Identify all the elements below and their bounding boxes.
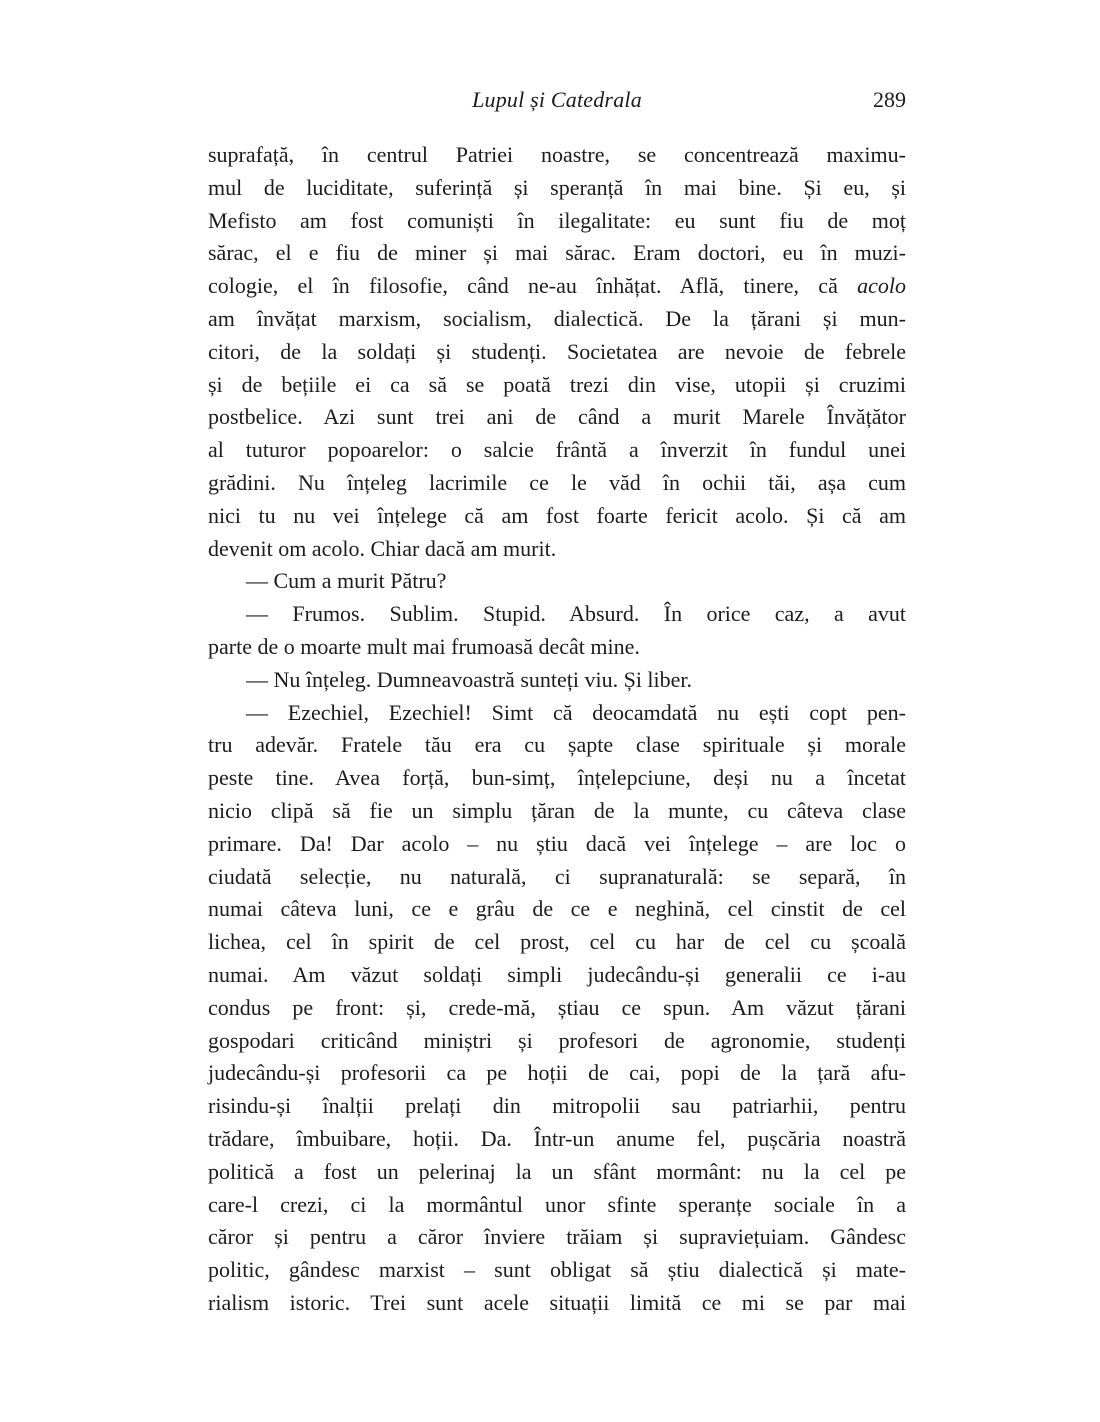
text-segment: risindu-și înalții prelați din mitropolii sau patriarhii, pentru: [208, 1093, 906, 1119]
text-segment: gospodari criticând miniștri și profesori de agronomie, studenți: [208, 1027, 906, 1053]
text-segment: nici tu nu vei înțelege că am fost foarte fericit acolo. Și că am: [208, 502, 906, 528]
text-segment: primare. Da! Dar acolo – nu știu dacă vei înțelege – are loc o: [208, 830, 906, 856]
text-line: [208, 565, 906, 598]
text-segment: — Cum a murit Pătru?: [246, 568, 447, 594]
text-line: [208, 1221, 906, 1254]
text-line: [208, 336, 906, 369]
text-segment: numai câteva luni, ce e grâu de ce e neghină, cel cinstit de cel: [208, 896, 906, 922]
text-line: [208, 172, 906, 205]
text-segment: mul de luciditate, suferință și speranță în mai bine. Și eu, și: [208, 174, 906, 200]
text-segment: numai. Am văzut soldați simpli judecându-și generalii ce i-au: [208, 961, 906, 987]
page-number: 289: [873, 87, 906, 112]
text-line: [208, 992, 906, 1025]
text-line: [208, 1156, 906, 1189]
text-line: [208, 631, 906, 664]
text-line: [208, 1057, 906, 1090]
text-line: [208, 795, 906, 828]
text-line: [208, 959, 906, 992]
text-line: [208, 1254, 906, 1287]
text-segment: căror și pentru a căror înviere trăiam și supraviețuiam. Gândesc: [208, 1224, 906, 1250]
text-segment: — Nu înțeleg. Dumneavoastră sunteți viu. Și liber.: [246, 666, 693, 692]
paragraph: [208, 598, 906, 664]
text-segment: — Frumos. Sublim. Stupid. Absurd. În orice caz, a avut: [246, 601, 906, 627]
running-title: Lupul și Catedrala: [472, 87, 642, 112]
text-line: [208, 893, 906, 926]
text-line: [208, 533, 906, 566]
text-segment: grădini. Nu înțeleg lacrimile ce le văd în ochii tăi, așa cum: [208, 469, 906, 495]
text-segment: — Ezechiel, Ezechiel! Simt că deocamdată nu ești copt pen-: [246, 699, 906, 725]
text-line: [208, 467, 906, 500]
text-line: [208, 729, 906, 762]
text-segment: suprafață, în centrul Patriei noastre, se concentrează maximu-: [208, 142, 906, 167]
text-segment: Mefisto am fost comuniști în ilegalitate: eu sunt fiu de moț: [208, 207, 906, 233]
italic-text: acolo: [857, 273, 906, 299]
text-line: [208, 303, 906, 336]
paragraph: [208, 565, 906, 598]
text-segment: politic, gândesc marxist – sunt obligat să știu dialectică și mate-: [208, 1257, 906, 1283]
text-segment: rialism istoric. Trei sunt acele situații limită ce mi se par mai: [208, 1289, 906, 1315]
page-header: [208, 87, 906, 119]
text-line: [208, 1123, 906, 1156]
text-segment: sărac, el e fiu de miner și mai sărac. Eram doctori, eu în muzi-: [208, 240, 906, 266]
text-segment: devenit om acolo. Chiar dacă am murit.: [208, 535, 557, 561]
text-line: [208, 861, 906, 894]
text-line: [208, 664, 906, 697]
text-line: [208, 205, 906, 238]
text-segment: postbelice. Azi sunt trei ani de când a murit Marele Învățător: [208, 404, 906, 430]
text-segment: am învățat marxism, socialism, dialectică. De la țărani și mun-: [208, 305, 906, 331]
text-line: [208, 1090, 906, 1123]
text-line: [208, 598, 906, 631]
text-line: [208, 434, 906, 467]
text-line: [208, 139, 906, 172]
text-line: [208, 401, 906, 434]
text-segment: tru adevăr. Fratele tău era cu șapte clase spirituale și morale: [208, 732, 906, 758]
text-line: [208, 369, 906, 402]
text-segment: parte de o moarte mult mai frumoasă decât mine.: [208, 633, 640, 659]
text-segment: al tuturor popoarelor: o salcie frântă a înverzit în fundul unei: [208, 437, 906, 463]
paragraph: [208, 139, 906, 565]
page-body: [208, 139, 906, 1320]
text-line: [208, 926, 906, 959]
text-segment: politică a fost un pelerinaj la un sfânt mormânt: nu la cel pe: [208, 1158, 906, 1184]
text-line: [208, 1025, 906, 1058]
text-segment: peste tine. Avea forță, bun-simț, înțelepciune, deși nu a încetat: [208, 765, 906, 791]
text-segment: judecându-și profesorii ca pe hoții de cai, popi de la țară afu-: [208, 1060, 906, 1086]
text-segment: citori, de la soldați și studenți. Societatea are nevoie de febrele: [208, 338, 906, 364]
text-line: [208, 500, 906, 533]
text-line: [208, 1287, 906, 1320]
text-segment: lichea, cel în spirit de cel prost, cel cu har de cel cu școală: [208, 929, 906, 955]
text-segment: condus pe front: și, crede-mă, știau ce spun. Am văzut țărani: [208, 994, 906, 1020]
text-line: [208, 697, 906, 730]
text-segment: trădare, îmbuibare, hoții. Da. Într-un anume fel, pușcăria noastră: [208, 1125, 906, 1151]
text-segment: și de bețiile ei ca să se poată trezi din vise, utopii și cruzimi: [208, 371, 906, 397]
text-segment: cologie, el în filosofie, când ne-au înhățat. Află, tinere, că: [208, 273, 858, 299]
text-segment: ciudată selecție, nu naturală, ci supranaturală: se separă, în: [208, 863, 906, 889]
text-segment: care-l crezi, ci la mormântul unor sfinte speranțe sociale în a: [208, 1191, 906, 1217]
text-segment: nicio clipă să fie un simplu țăran de la munte, cu câteva clase: [208, 797, 906, 823]
paragraph: [208, 664, 906, 697]
text-line: [208, 1189, 906, 1222]
text-line: [208, 237, 906, 270]
text-line: [208, 762, 906, 795]
text-line: [208, 270, 906, 303]
text-line: [208, 828, 906, 861]
paragraph: [208, 697, 906, 1320]
